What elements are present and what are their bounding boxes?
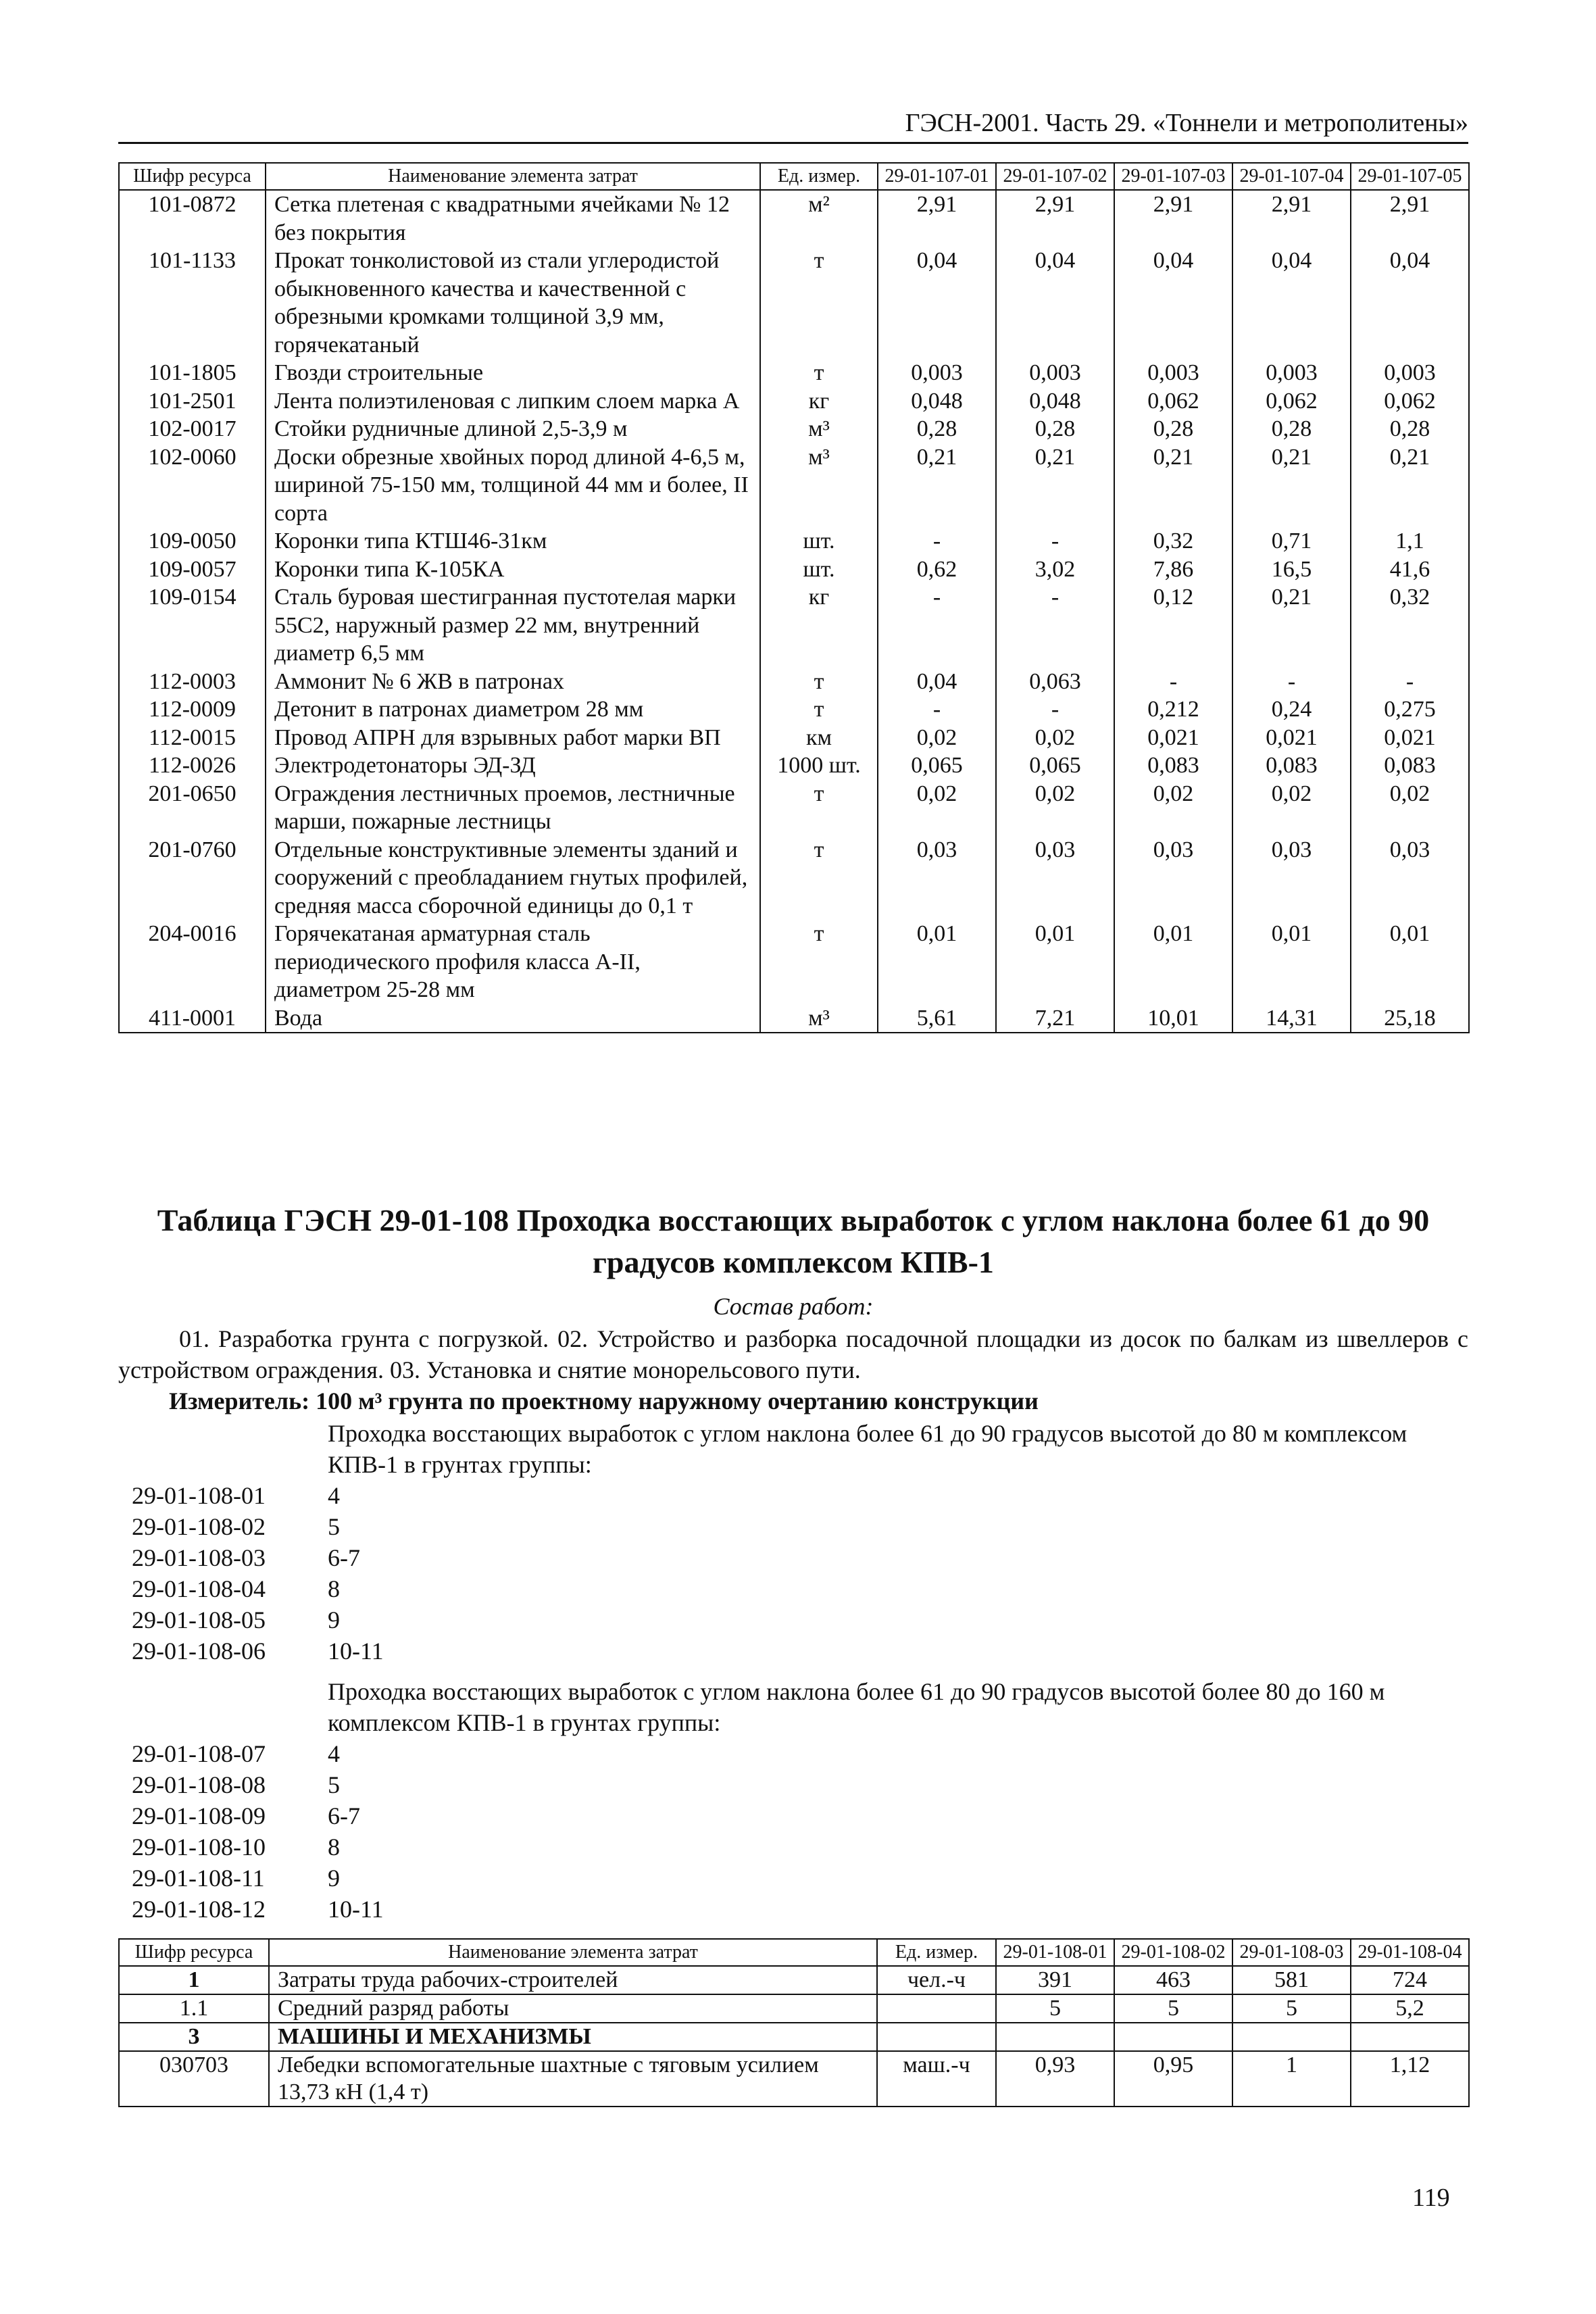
resource-unit: т	[760, 247, 878, 359]
norm-code: 29-01-108-09	[132, 1802, 266, 1829]
resource-value: 0,21	[1232, 583, 1351, 668]
resource-value: -	[996, 583, 1114, 668]
norm-code: 29-01-108-11	[132, 1865, 265, 1892]
resource-value: 0,04	[1114, 247, 1232, 359]
resource-value: 0,04	[878, 247, 996, 359]
list-item	[132, 1604, 1470, 1635]
soil-group: 5	[328, 1771, 340, 1798]
resource-unit: т	[760, 920, 878, 1004]
resource-value: 0,28	[1114, 415, 1232, 443]
resource-code: 101-0872	[119, 190, 266, 247]
resource-name: Затраты труда рабочих-строителей	[269, 1966, 877, 1994]
soil-group: 5	[328, 1513, 340, 1540]
resource-unit: т	[760, 359, 878, 387]
list-item	[132, 1573, 1470, 1604]
resource-table-108	[118, 1938, 1470, 2107]
column-header: 29-01-107-05	[1351, 163, 1469, 190]
resource-name: Коронки типа К-105КА	[266, 556, 760, 584]
resource-value: 1	[1232, 2051, 1351, 2107]
soil-group: 8	[328, 1833, 340, 1861]
resource-value: 0,048	[996, 387, 1114, 416]
resource-name: Отдельные конструктивные элементы зданий и сооружений с преобладанием гнутых профилей, средняя масса сборочной единицы до 0,1 т	[266, 836, 760, 920]
resource-value: 0,03	[1351, 836, 1469, 920]
page-header: ГЭСН-2001. Часть 29. «Тоннели и метрополитены»	[118, 107, 1468, 144]
resource-code: 102-0060	[119, 443, 266, 528]
resource-value	[1114, 2023, 1232, 2051]
resource-unit: м²	[760, 190, 878, 247]
resource-value: 41,6	[1351, 556, 1469, 584]
resource-code: 109-0050	[119, 527, 266, 556]
resource-name: Доски обрезные хвойных пород длиной 4-6,5 м, шириной 75-150 мм, толщиной 44 мм и более, II сорта	[266, 443, 760, 528]
resource-name: Средний разряд работы	[269, 1994, 877, 2023]
resource-value	[996, 2023, 1114, 2051]
resource-value: 0,21	[878, 443, 996, 528]
resource-unit: м³	[760, 1004, 878, 1033]
resource-name: Ограждения лестничных проемов, лестничные марши, пожарные лестницы	[266, 780, 760, 836]
column-header: 29-01-107-01	[878, 163, 996, 190]
column-header: Ед. измер.	[760, 163, 878, 190]
table-row	[119, 527, 1469, 556]
resource-value: -	[996, 695, 1114, 724]
resource-unit: т	[760, 780, 878, 836]
resource-value: 1,1	[1351, 527, 1469, 556]
norm-code: 29-01-108-12	[132, 1896, 266, 1923]
resource-value: 0,02	[1351, 780, 1469, 836]
column-header: Шифр ресурса	[119, 1939, 269, 1966]
norm-code: 29-01-108-08	[132, 1771, 266, 1798]
table-row	[119, 695, 1469, 724]
resource-value: -	[878, 527, 996, 556]
resource-value: 0,062	[1351, 387, 1469, 416]
resource-value: 0,02	[1232, 780, 1351, 836]
resource-unit: м³	[760, 443, 878, 528]
resource-code: 201-0650	[119, 780, 266, 836]
resource-unit: маш.-ч	[877, 2051, 996, 2107]
resource-name: Горячекатаная арматурная сталь периодического профиля класса А-II, диаметром 25-28 мм	[266, 920, 760, 1004]
resource-value	[1232, 2023, 1351, 2051]
resource-code: 112-0003	[119, 668, 266, 696]
resource-name: Гвозди строительные	[266, 359, 760, 387]
resource-name: Провод АПРН для взрывных работ марки ВП	[266, 724, 760, 752]
table-row	[119, 583, 1469, 668]
resource-unit: шт.	[760, 527, 878, 556]
resource-code: 101-1133	[119, 247, 266, 359]
resource-value	[1351, 2023, 1469, 2051]
resource-value: 2,91	[1232, 190, 1351, 247]
resource-value: 0,021	[1232, 724, 1351, 752]
resource-name: Сетка плетеная с квадратными ячейками № 12 без покрытия	[266, 190, 760, 247]
resource-unit: т	[760, 668, 878, 696]
norm-code: 29-01-108-04	[132, 1575, 266, 1602]
resource-value: 0,02	[996, 780, 1114, 836]
list-item	[132, 1542, 1470, 1573]
resource-value: 0,003	[1114, 359, 1232, 387]
resource-value: 0,32	[1114, 527, 1232, 556]
table-row	[119, 247, 1469, 359]
resource-value: 0,21	[1114, 443, 1232, 528]
resource-value: 2,91	[996, 190, 1114, 247]
resource-value: 0,28	[1232, 415, 1351, 443]
resource-unit: шт.	[760, 556, 878, 584]
table-row	[119, 2023, 1469, 2051]
resource-value: 581	[1232, 1966, 1351, 1994]
resource-value: 0,083	[1351, 752, 1469, 780]
column-header: Наименование элемента затрат	[266, 163, 760, 190]
resource-code: 204-0016	[119, 920, 266, 1004]
soil-group: 6-7	[328, 1802, 360, 1829]
resource-value: 0,003	[1232, 359, 1351, 387]
resource-value: 0,28	[996, 415, 1114, 443]
resource-value: 0,28	[1351, 415, 1469, 443]
resource-value: 0,04	[1351, 247, 1469, 359]
resource-code: 101-1805	[119, 359, 266, 387]
resource-value: 0,02	[878, 780, 996, 836]
resource-code: 112-0009	[119, 695, 266, 724]
work-group-80-to-160m	[132, 1676, 1470, 1925]
resource-value: 0,01	[878, 920, 996, 1004]
resource-value: 0,21	[1351, 443, 1469, 528]
resource-unit: 1000 шт.	[760, 752, 878, 780]
resource-value: 5,2	[1351, 1994, 1469, 2023]
resource-name: Вода	[266, 1004, 760, 1033]
resource-value: 0,28	[878, 415, 996, 443]
list-item	[132, 1831, 1470, 1863]
resource-value: 0,71	[1232, 527, 1351, 556]
resource-value: 0,02	[996, 724, 1114, 752]
resource-value: 0,083	[1232, 752, 1351, 780]
column-header: 29-01-107-02	[996, 163, 1114, 190]
norm-code: 29-01-108-10	[132, 1833, 266, 1861]
resource-name: Лента полиэтиленовая с липким слоем марка А	[266, 387, 760, 416]
resource-value: 0,03	[1114, 836, 1232, 920]
resource-code: 112-0026	[119, 752, 266, 780]
table-row	[119, 780, 1469, 836]
table-row	[119, 556, 1469, 584]
resource-name: Электродетонаторы ЭД-ЗД	[266, 752, 760, 780]
resource-name: Аммонит № 6 ЖВ в патронах	[266, 668, 760, 696]
resource-value: 0,93	[996, 2051, 1114, 2107]
resource-value: 724	[1351, 1966, 1469, 1994]
resource-value: 0,003	[996, 359, 1114, 387]
resource-unit: т	[760, 695, 878, 724]
resource-unit: км	[760, 724, 878, 752]
resource-value: -	[1351, 668, 1469, 696]
column-header: Ед. измер.	[877, 1939, 996, 1966]
resource-value: 5	[1232, 1994, 1351, 2023]
list-item	[132, 1863, 1470, 1894]
resource-code: 112-0015	[119, 724, 266, 752]
resource-code: 109-0154	[119, 583, 266, 668]
resource-value: 0,062	[1232, 387, 1351, 416]
list-item	[132, 1894, 1470, 1925]
resource-value: 391	[996, 1966, 1114, 1994]
resource-value: 0,065	[878, 752, 996, 780]
column-header: Шифр ресурса	[119, 163, 266, 190]
resource-name: Стойки рудничные длиной 2,5-3,9 м	[266, 415, 760, 443]
resource-value: 463	[1114, 1966, 1232, 1994]
column-header: 29-01-108-02	[1114, 1939, 1232, 1966]
resource-value: 2,91	[878, 190, 996, 247]
resource-code: 1	[119, 1966, 269, 1994]
resource-code: 3	[119, 2023, 269, 2051]
resource-code: 201-0760	[119, 836, 266, 920]
resource-value: 14,31	[1232, 1004, 1351, 1033]
resource-value: 0,03	[1232, 836, 1351, 920]
resource-value: -	[996, 527, 1114, 556]
resource-unit: чел.-ч	[877, 1966, 996, 1994]
list-item	[132, 1511, 1470, 1542]
soil-group: 4	[328, 1740, 340, 1767]
resource-value: 5,61	[878, 1004, 996, 1033]
resource-value: 0,95	[1114, 2051, 1232, 2107]
resource-value: 10,01	[1114, 1004, 1232, 1033]
page-number: 119	[1412, 2184, 1450, 2212]
resource-value: -	[1114, 668, 1232, 696]
group-description: Проходка восстающих выработок с углом наклона более 61 до 90 градусов высотой более 80 до 160 м комплексом КПВ-1 в грунтах группы:	[328, 1678, 1385, 1736]
resource-value: 0,048	[878, 387, 996, 416]
table-row	[119, 443, 1469, 528]
list-item	[132, 1480, 1470, 1511]
column-header: 29-01-108-03	[1232, 1939, 1351, 1966]
resource-unit: кг	[760, 583, 878, 668]
resource-code: 411-0001	[119, 1004, 266, 1033]
resource-value: 0,21	[1232, 443, 1351, 528]
resource-value: 0,03	[878, 836, 996, 920]
resource-value: 0,02	[1114, 780, 1232, 836]
list-item	[132, 1800, 1470, 1831]
resource-value: 0,01	[1351, 920, 1469, 1004]
norm-code: 29-01-108-03	[132, 1544, 266, 1571]
resource-value: 0,063	[996, 668, 1114, 696]
table-row	[119, 1966, 1469, 1994]
resource-code: 109-0057	[119, 556, 266, 584]
table-row	[119, 836, 1469, 920]
resource-value: 0,04	[996, 247, 1114, 359]
composition-text: 01. Разработка грунта с погрузкой. 02. Устройство и разборка посадочной площадки из досок по балкам из швеллеров с устройством ограждения. 03. Установка и снятие монорельсового пути.	[118, 1325, 1468, 1383]
resource-unit: м³	[760, 415, 878, 443]
resource-value: -	[1232, 668, 1351, 696]
resource-value: 0,01	[1232, 920, 1351, 1004]
table-row	[119, 190, 1469, 247]
resource-value: 0,03	[996, 836, 1114, 920]
table-header-row	[119, 1939, 1469, 1966]
list-item	[132, 1738, 1470, 1769]
table-header-row	[119, 163, 1469, 190]
group-description: Проходка восстающих выработок с углом наклона более 61 до 90 градусов высотой до 80 м комплексом КПВ-1 в грунтах группы:	[328, 1420, 1407, 1478]
resource-value: 2,91	[1114, 190, 1232, 247]
table-title: Таблица ГЭСН 29-01-108 Проходка восстающих выработок с углом наклона более 61 до 90 градусов комплексом КПВ-1	[157, 1203, 1430, 1279]
resource-value: 3,02	[996, 556, 1114, 584]
resource-code: 102-0017	[119, 415, 266, 443]
norm-code: 29-01-108-01	[132, 1482, 266, 1509]
column-header: 29-01-107-04	[1232, 163, 1351, 190]
resource-value: 0,04	[878, 668, 996, 696]
resource-value: 0,212	[1114, 695, 1232, 724]
resource-value: -	[878, 695, 996, 724]
column-header: 29-01-107-03	[1114, 163, 1232, 190]
resource-value: 0,24	[1232, 695, 1351, 724]
resource-value: 0,003	[1351, 359, 1469, 387]
soil-group: 4	[328, 1482, 340, 1509]
resource-value: 7,21	[996, 1004, 1114, 1033]
resource-value: 0,275	[1351, 695, 1469, 724]
resource-value: 0,021	[1114, 724, 1232, 752]
table-row	[119, 2051, 1469, 2107]
resource-value: -	[878, 583, 996, 668]
table-row	[119, 415, 1469, 443]
resource-value: 0,32	[1351, 583, 1469, 668]
table-row	[119, 668, 1469, 696]
resource-code: 101-2501	[119, 387, 266, 416]
resource-unit: т	[760, 836, 878, 920]
list-item	[132, 1635, 1470, 1667]
resource-unit: кг	[760, 387, 878, 416]
resource-value: 0,04	[1232, 247, 1351, 359]
work-group-up-to-80m	[132, 1418, 1470, 1667]
resource-value: 5	[1114, 1994, 1232, 2023]
resource-value: 5	[996, 1994, 1114, 2023]
norm-code: 29-01-108-07	[132, 1740, 266, 1767]
soil-group: 9	[328, 1606, 340, 1633]
table-row	[119, 359, 1469, 387]
soil-group: 8	[328, 1575, 340, 1602]
norm-code: 29-01-108-05	[132, 1606, 266, 1633]
resource-value: 0,083	[1114, 752, 1232, 780]
resource-unit	[877, 1994, 996, 2023]
resource-value: 1,12	[1351, 2051, 1469, 2107]
resource-value: 0,12	[1114, 583, 1232, 668]
resource-name: Сталь буровая шестигранная пустотелая марки 55С2, наружный размер 22 мм, внутренний диаметр 6,5 мм	[266, 583, 760, 668]
resource-name: МАШИНЫ И МЕХАНИЗМЫ	[269, 2023, 877, 2051]
resource-unit	[877, 2023, 996, 2051]
soil-group: 10-11	[328, 1896, 384, 1923]
resource-value: 0,003	[878, 359, 996, 387]
composition-heading: Состав работ:	[713, 1293, 874, 1320]
resource-code: 1.1	[119, 1994, 269, 2023]
resource-value: 25,18	[1351, 1004, 1469, 1033]
soil-group: 6-7	[328, 1544, 360, 1571]
resource-name: Коронки типа КТШ46-31км	[266, 527, 760, 556]
resource-value: 0,62	[878, 556, 996, 584]
resource-value: 0,02	[878, 724, 996, 752]
soil-group: 9	[328, 1865, 340, 1892]
table-row	[119, 724, 1469, 752]
measure-unit: Измеритель: 100 м³ грунта по проектному наружному очертанию конструкции	[169, 1387, 1039, 1414]
resource-value: 0,065	[996, 752, 1114, 780]
resource-value: 0,062	[1114, 387, 1232, 416]
table-row	[119, 1004, 1469, 1033]
norm-code: 29-01-108-02	[132, 1513, 266, 1540]
resource-name: Прокат тонколистовой из стали углеродистой обыкновенного качества и качественной с обрезными кромками толщиной 3,9 мм, горячекатаный	[266, 247, 760, 359]
resource-code: 030703	[119, 2051, 269, 2107]
column-header: 29-01-108-04	[1351, 1939, 1469, 1966]
column-header: Наименование элемента затрат	[269, 1939, 877, 1966]
table-row	[119, 752, 1469, 780]
resource-table-107	[118, 162, 1470, 1033]
resource-value: 2,91	[1351, 190, 1469, 247]
norm-code: 29-01-108-06	[132, 1638, 266, 1665]
table-row	[119, 1994, 1469, 2023]
list-item	[132, 1769, 1470, 1800]
table-row	[119, 387, 1469, 416]
soil-group: 10-11	[328, 1638, 384, 1665]
resource-name: Детонит в патронах диаметром 28 мм	[266, 695, 760, 724]
resource-value: 16,5	[1232, 556, 1351, 584]
resource-value: 0,21	[996, 443, 1114, 528]
resource-value: 0,021	[1351, 724, 1469, 752]
resource-name: Лебедки вспомогательные шахтные с тяговым усилием 13,73 кН (1,4 т)	[269, 2051, 877, 2107]
column-header: 29-01-108-01	[996, 1939, 1114, 1966]
table-row	[119, 920, 1469, 1004]
resource-value: 7,86	[1114, 556, 1232, 584]
resource-value: 0,01	[1114, 920, 1232, 1004]
resource-value: 0,01	[996, 920, 1114, 1004]
